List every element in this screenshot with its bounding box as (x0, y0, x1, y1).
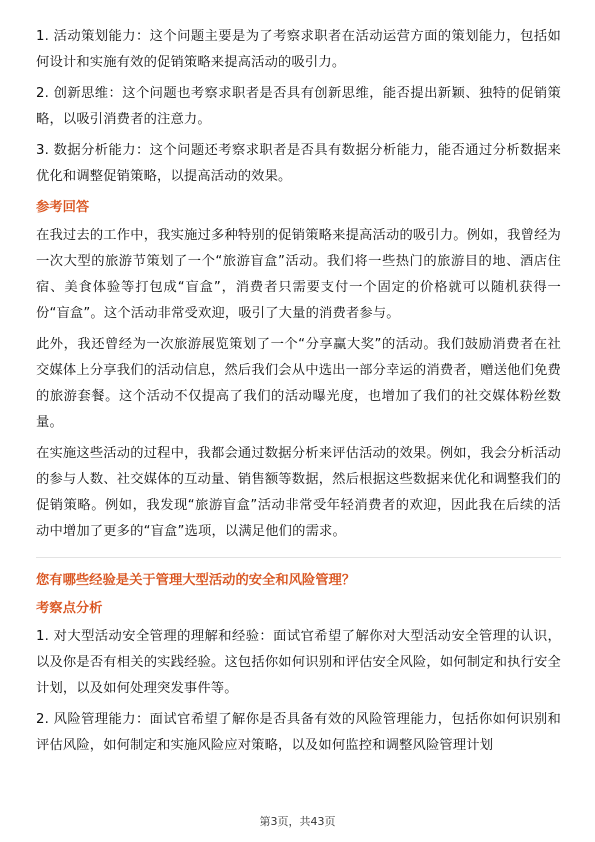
page-number: 第3页，共43页 (259, 815, 336, 828)
analysis-points-list (36, 624, 561, 759)
analysis-heading: 考察点分析 (36, 601, 103, 616)
answer-paragraph: 在实施这些活动的过程中，我都会通过数据分析来评估活动的效果。例如，我会分析活动的参与人数、社交媒体的互动量、销售额等数据，然后根据这些数据来优化和调整我们的促销策略。例如，我发现“旅游盲盒”活动非常受年轻消费者的欢迎，因此我在后续的活动中增加了更多的“盲盒”选项，以满足他们的需求。 (36, 446, 561, 539)
list-item: 1. 对大型活动安全管理的理解和经验：面试官希望了解你对大型活动安全管理的认识，以及你是否有相关的实践经验。这包括你如何识别和评估安全风险，如何制定和执行安全计划，以及如何处理突发事件等。 (36, 629, 561, 696)
list-item: 3. 数据分析能力：这个问题还考察求职者是否具有数据分析能力，能否通过分析数据来优化和调整促销策略，以提高活动的效果。 (36, 143, 561, 184)
page-content (36, 24, 561, 764)
list-item: 2. 创新思维：这个问题也考察求职者是否具有创新思维，能否提出新颖、独特的促销策略，以吸引消费者的注意力。 (36, 86, 561, 127)
reference-answer-body (36, 223, 561, 545)
answer-paragraph: 在我过去的工作中，我实施过多种特别的促销策略来提高活动的吸引力。例如，我曾经为一次大型的旅游节策划了一个“旅游盲盒”活动。我们将一些热门的旅游目的地、酒店住宿、美食体验等打包成“盲盒”，消费者只需要支付一个固定的价格就可以随机获得一份“盲盒”。这个活动非常受欢迎，吸引了大量的消费者参与。 (36, 228, 561, 321)
list-item: 2. 风险管理能力：面试官希望了解你是否具备有效的风险管理能力，包括你如何识别和评估风险，如何制定和实施风险应对策略，以及如何监控和调整风险管理计划 (36, 712, 561, 753)
section-divider (36, 557, 561, 558)
answer-paragraph: 此外，我还曾经为一次旅游展览策划了一个“分享赢大奖”的活动。我们鼓励消费者在社交媒体上分享我们的活动信息，然后我们会从中选出一部分幸运的消费者，赠送他们免费的旅游套餐。这个活动不仅提高了我们的活动曝光度，也增加了我们的社交媒体粉丝数量。 (36, 337, 561, 430)
list-item: 1. 活动策划能力：这个问题主要是为了考察求职者在活动运营方面的策划能力，包括如何设计和实施有效的促销策略来提高活动的吸引力。 (36, 29, 561, 70)
question-title: 您有哪些经验是关于管理大型活动的安全和风险管理？ (36, 573, 356, 588)
assessment-points-list (36, 24, 561, 190)
reference-answer-heading: 参考回答 (36, 200, 90, 215)
